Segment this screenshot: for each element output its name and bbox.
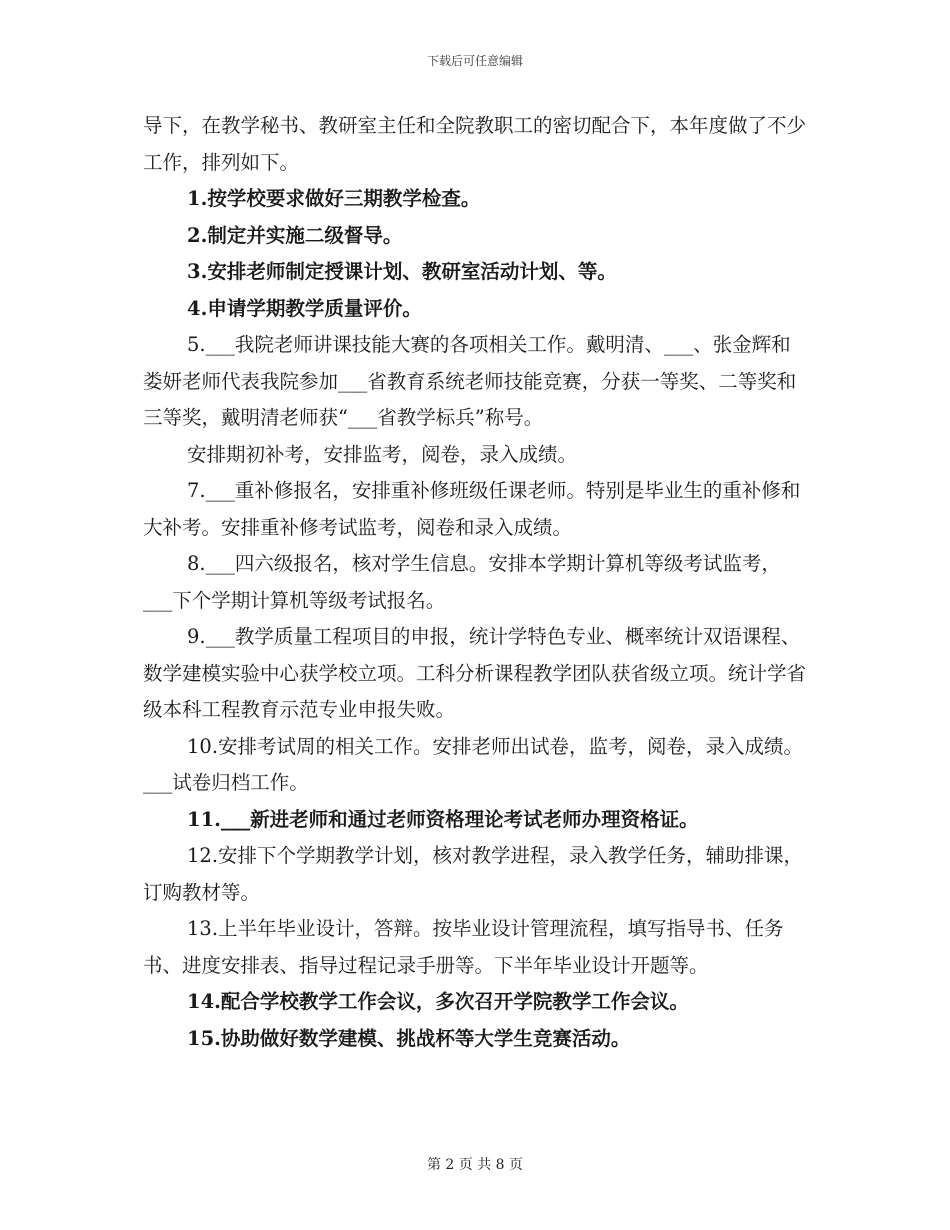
list-item: 安排期初补考，安排监考，阅卷，录入成绩。 — [187, 442, 578, 466]
page-header: 下载后可任意编辑 — [426, 54, 523, 68]
list-item: 3.安排老师制定授课计划、教研室活动计划、等。 — [187, 260, 617, 283]
list-item: 14.配合学校教学工作会议，多次召开学院教学工作会议。 — [187, 990, 689, 1013]
paragraph: 导下，在教学秘书、教研室主任和全院教职工的密切配合下，本年度做了不少工作，排列如下。 — [143, 114, 807, 174]
list-item: 11.___新进老师和通过老师资格理论考试老师办理资格证。 — [187, 807, 699, 831]
list-item: 13.上半年毕业设计，答辩。按毕业设计管理流程，填写指导书、任务书、进度安排表、指导过程记录手册等。下半年毕业设计开题等。 — [143, 917, 784, 977]
list-item: 7.___重补修报名，安排重补修班级任课老师。特别是毕业生的重补修和大补考。安排重补修考试监考，阅卷和录入成绩。 — [143, 479, 801, 539]
list-item: 5.___我院老师讲课技能大赛的各项相关工作。戴明清、___、张金辉和娄妍老师代表我院参加___省教育系统老师技能竞赛，分获一等奖、二等奖和三等奖，戴明清老师获“___省教学标兵”称号。 — [143, 333, 797, 429]
list-item: 1.按学校要求做好三期教学检查。 — [187, 187, 481, 210]
list-item: 2.制定并实施二级督导。 — [187, 223, 403, 247]
list-item: 15.协助做好数学建模、挑战杯等大学生竞赛活动。 — [187, 1026, 631, 1050]
page-footer: 第 2 页 共 8 页 — [426, 1157, 524, 1173]
document-body — [143, 108, 809, 1057]
list-item: 4.申请学期教学质量评价。 — [187, 296, 422, 320]
list-item: 9.___教学质量工程项目的申报，统计学特色专业、概率统计双语课程、数学建模实验中心获学校立项。工科分析课程教学团队获省级立项。统计学省级本科工程教育示范专业申报失败。 — [143, 625, 807, 721]
list-item: 12.安排下个学期教学计划，核对教学进程，录入教学任务，辅助排课，订购教材等。 — [143, 844, 804, 904]
list-item: 10.安排考试周的相关工作。安排老师出试卷，监考，阅卷，录入成绩。___试卷归档工作。 — [143, 734, 804, 794]
list-item: 8.___四六级报名，核对学生信息。安排本学期计算机等级考试监考，___下个学期计算机等级考试报名。 — [143, 552, 781, 612]
